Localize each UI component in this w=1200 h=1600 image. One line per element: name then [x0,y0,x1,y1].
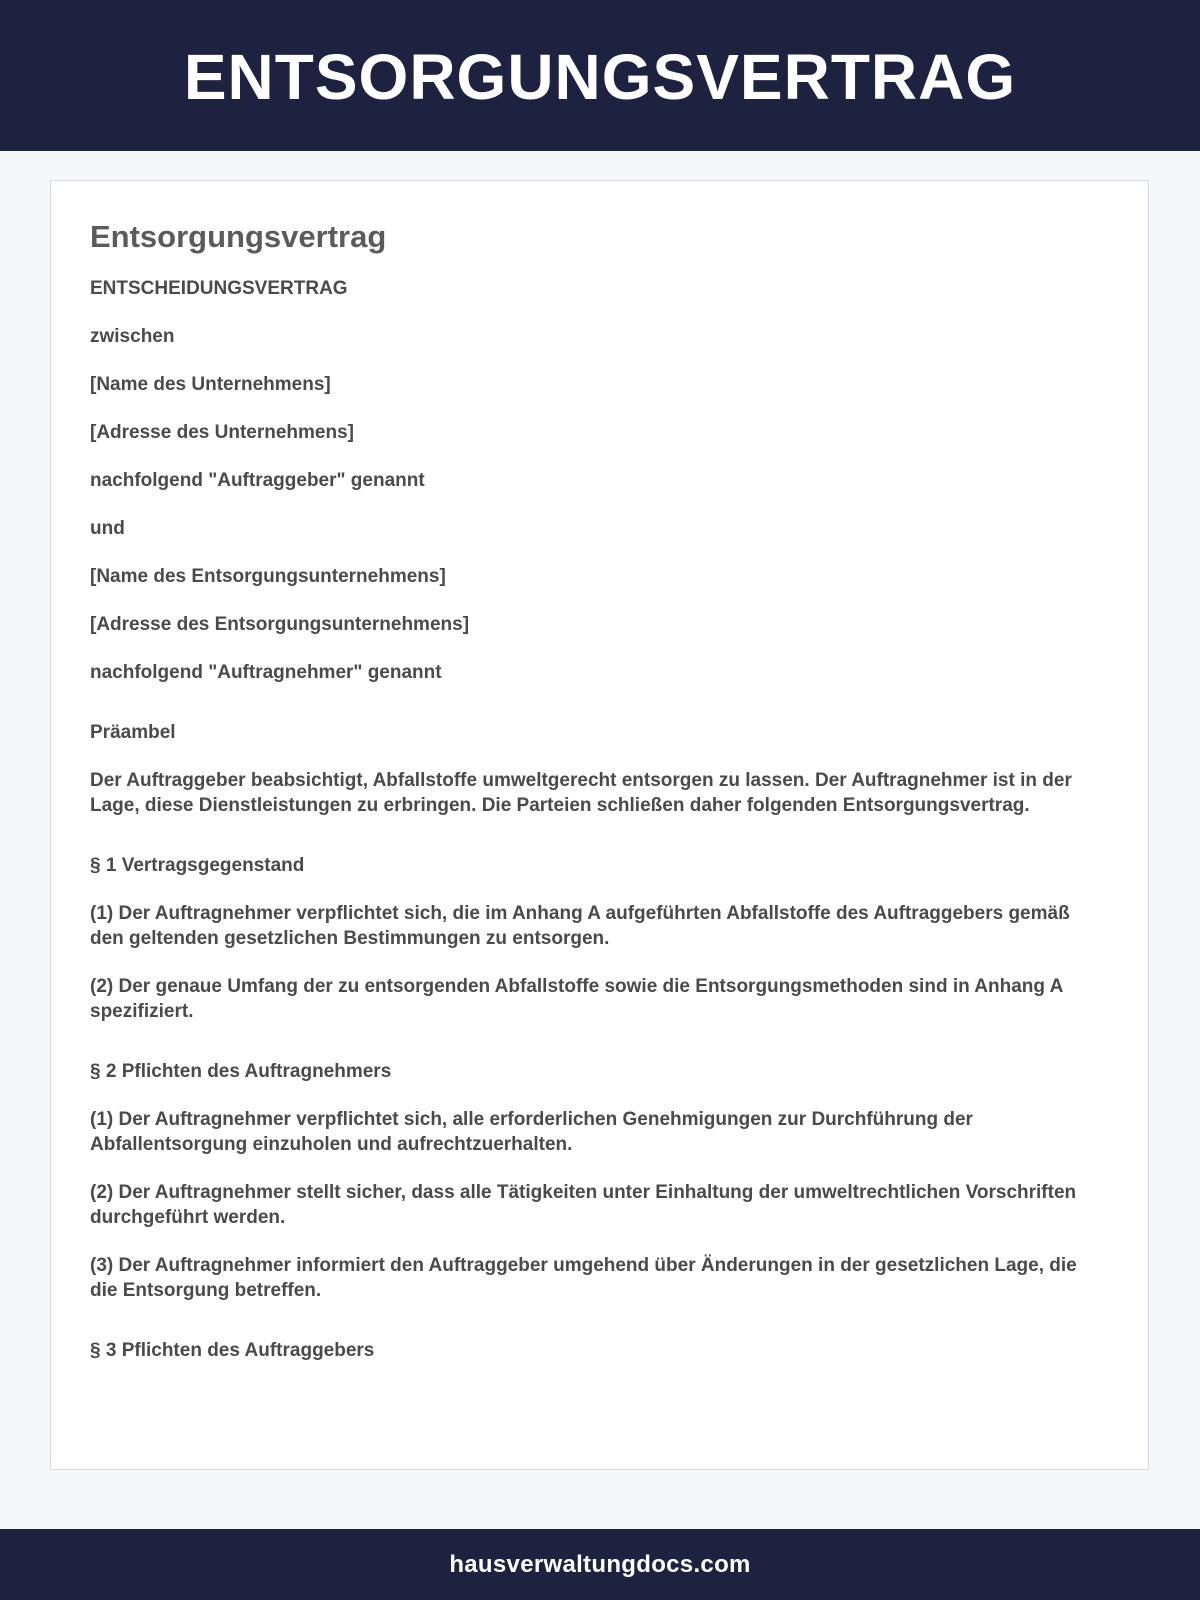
preamble-heading: Präambel [90,722,176,743]
section-2-clause-1: (1) Der Auftragnehmer verpflichtet sich, alle erforderlichen Genehmigungen zur Durchführung der Abfallentsorgung einzuholen und aufrechtzuerhalten. [90,1109,973,1155]
header-title: ENTSORGUNGSVERTRAG [183,40,1017,113]
contractor-name: [Name des Entsorgungsunternehmens] [90,566,446,587]
section-2-clause-3: (3) Der Auftragnehmer informiert den Auftraggeber umgehend über Änderungen in der gesetzlichen Lage, die die Entsorgung betreffen. [90,1255,1077,1301]
preamble-text: Der Auftraggeber beabsichtigt, Abfallstoffe umweltgerecht entsorgen zu lassen. Der Auftragnehmer ist in der Lage, diese Dienstleistungen zu erbringen. Die Parteien schließen daher folgenden Entsorgungsvertrag. [90,770,1072,816]
contractor-designation: nachfolgend "Auftragnehmer" genannt [90,662,442,683]
document-card [50,180,1149,1470]
party-connector: zwischen [90,326,175,347]
section-1-heading: § 1 Vertragsgegenstand [90,855,305,876]
contract-type: ENTSCHEIDUNGSVERTRAG [90,278,348,299]
client-name: [Name des Unternehmens] [90,374,331,395]
section-1-clause-2: (2) Der genaue Umfang der zu entsorgenden Abfallstoffe sowie die Entsorgungsmethoden sind in Anhang A spezifiziert. [90,976,1063,1022]
section-1-clause-1: (1) Der Auftragnehmer verpflichtet sich, die im Anhang A aufgeführten Abfallstoffe des Auftraggebers gemäß den geltenden gesetzlichen Bestimmungen zu entsorgen. [90,903,1070,949]
page-footer [0,1529,1200,1600]
document-title: Entsorgungsvertrag [90,219,387,254]
section-2-heading: § 2 Pflichten des Auftragnehmers [90,1061,392,1082]
section-3-heading: § 3 Pflichten des Auftraggebers [90,1340,375,1361]
client-designation: nachfolgend "Auftraggeber" genannt [90,470,425,491]
party-connector-and: und [90,518,125,539]
footer-site-name: hausverwaltungdocs.com [449,1550,751,1578]
document-content [90,218,1100,1386]
section-2-clause-2: (2) Der Auftragnehmer stellt sicher, dass alle Tätigkeiten unter Einhaltung der umweltrechtlichen Vorschriften durchgeführt werden. [90,1182,1077,1228]
contractor-address: [Adresse des Entsorgungsunternehmens] [90,614,470,635]
client-address: [Adresse des Unternehmens] [90,422,354,443]
page-header [0,0,1200,151]
